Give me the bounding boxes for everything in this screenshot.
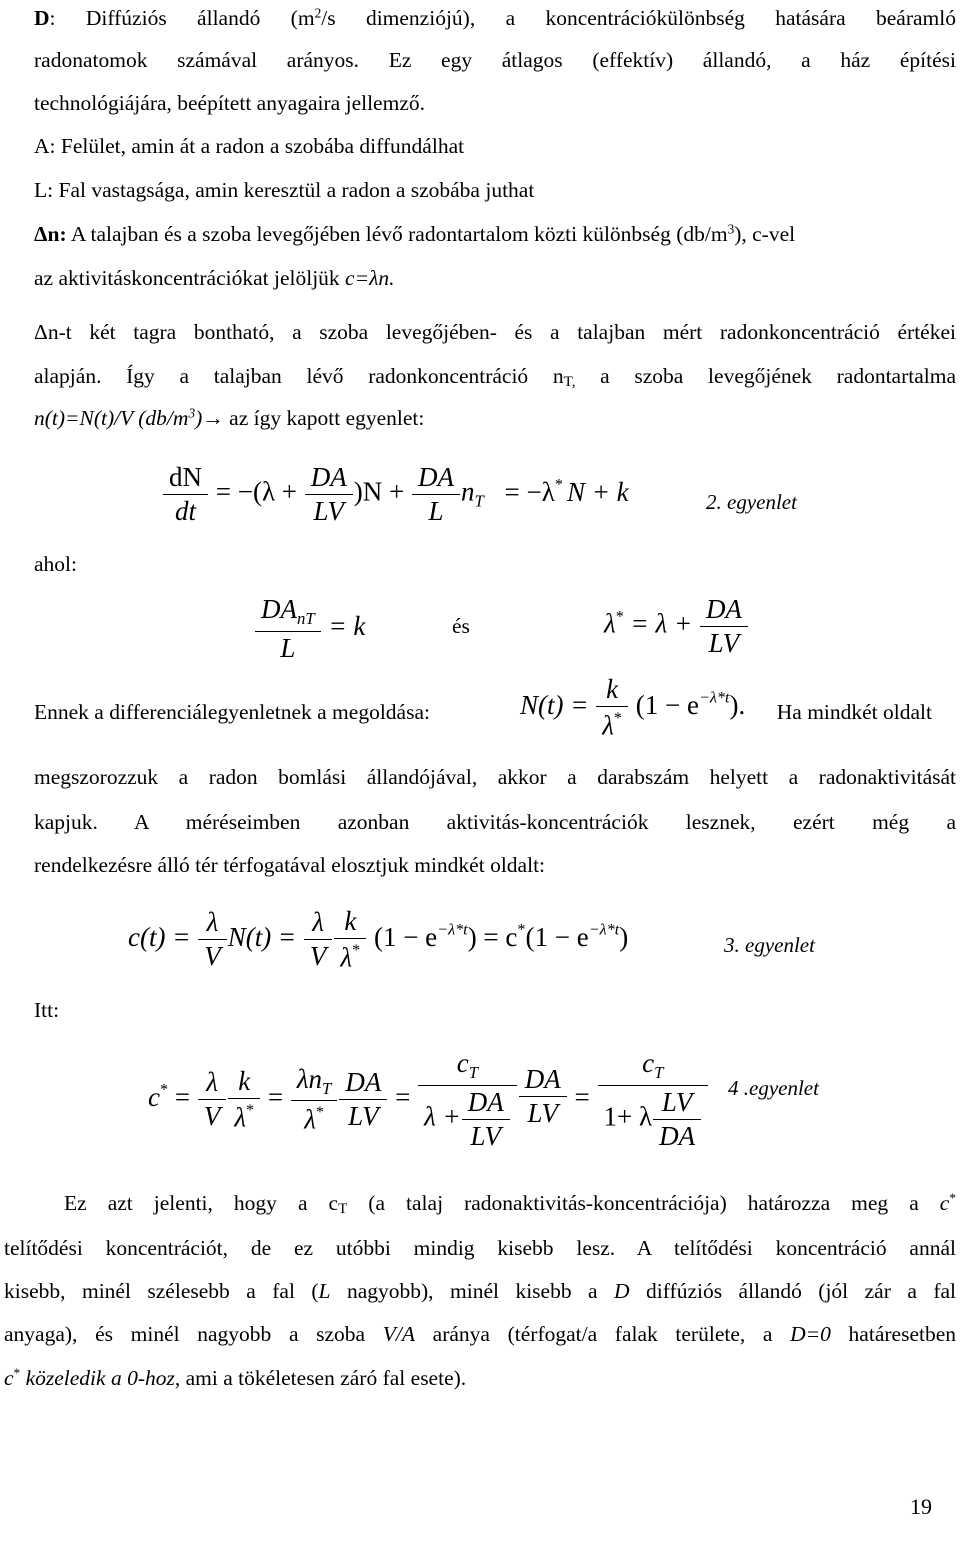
equation-4: c* = $\frac{\lambda}{V}$ $\frac{k}{\lambda^*}$ = $\frac{\lambda n_T}{\lambda^*}$ $\frac{DA}{LV}$ = $c_T$ λ + $\frac{DA}{LV}$ $\frac{DA}{LV}$ = $c_T$ 1+ λ $\frac{LV}{DA}$	[148, 1050, 709, 1150]
paragraph-2-line-3: n(t)=N(t)/V $(db/m^3)\to$ az így kapott egyenlet:	[34, 405, 425, 430]
eq2-derivative: $\frac{dN}{dt}$	[166, 464, 205, 525]
definition-delta-n-line-2: az aktivitáskoncentrációkat jelöljük c=λn.	[34, 266, 395, 290]
equation-2-label: 2. egyenlet	[706, 490, 797, 514]
solution-equation: N(t) = $\frac{k}{\lambda^*}$ $(1 - e^{-\lambda*t})$.	[520, 674, 746, 741]
lambda-star-definition: λ* = λ + $\frac{DA}{LV}$	[604, 596, 749, 657]
paragraph-4-line-3: kisebb, minél szélesebb a fal (L nagyobb), minél kisebb a D diffúziós állandó (jól zár a fal	[4, 1279, 956, 1303]
paragraph-4-line-4: anyaga), és minél nagyobb a szoba V/A aránya (térfogat/a falak területe, a D=0 határesetben	[4, 1322, 956, 1346]
paragraph-2-line-2: alapján. Így a talajban lévő radonkoncentráció $n_{T,}$ a szoba levegőjének radontartalma	[34, 364, 956, 390]
paragraph-4-line-2: telítődési koncentrációt, de ez utóbbi mindig kisebb lesz. A telítődési koncentráció annál	[4, 1236, 956, 1260]
paragraph-3-line-1-text: Ennek a differenciálegyenletnek a megoldása:	[34, 700, 430, 724]
paragraph-3-line-2: megszorozzuk a radon bomlási állandójával, akkor a darabszám helyett a radonaktivitását	[34, 765, 956, 789]
paragraph-4-line-5: c* közeledik a 0-hoz, ami a tökéletesen záró fal esete).	[4, 1365, 467, 1390]
definition-delta-n-line-1: Δn: A talajban és a szoba levegőjében lévő radontartalom közti különbség $(db/m^3)$, c-vel	[34, 221, 796, 246]
ahol-label: ahol:	[34, 552, 77, 576]
definition-d-line-2: radonatomok számával arányos. Ez egy átlagos (effektív) állandó, a ház építési	[34, 48, 956, 72]
definition-d-line-3: technológiájára, beépített anyagaira jellemző.	[34, 91, 425, 115]
equation-2: $\frac{dN}{dt}$ = −(λ + $\frac{DA}{LV}$ )N + $\frac{DA}{L}$ $n_T = -\lambda^*$ N + k	[162, 464, 629, 525]
equation-3-label: 3. egyenlet	[724, 933, 815, 957]
paragraph-3-line-3: kapjuk. A méréseimben azonban aktivitás-koncentrációk lesznek, ezért még a	[34, 810, 956, 834]
paragraph-4-line-1: Ez azt jelenti, hogy a $c_T$ (a talaj radonaktivitás-koncentrációja) határozza meg a c*	[64, 1190, 956, 1217]
term-d: D	[34, 6, 50, 30]
es-connector: és	[452, 614, 470, 638]
k-definition: $\frac{DA_{nT}}{L}$ = k	[254, 596, 365, 662]
definition-d-line-1: D: Diffúziós állandó ($m^2/s$ dimenziójú), a koncentrációkülönbség hatására beáramló	[34, 5, 956, 30]
equation-3: c(t) = $\frac{\lambda}{V}$ N(t) = $\frac{\lambda}{V}$ $\frac{k}{\lambda^*}$ $(1 - e^{-\lambda*t}) = c^*(1 - e^{-\lambda*t})$	[128, 906, 629, 973]
paragraph-2-line-1: Δn-t két tagra bontható, a szoba levegőjében- és a talajban mért radonkoncentráció értékei	[34, 320, 956, 344]
paragraph-3-line-1-end: Ha mindkét oldalt	[776, 700, 932, 724]
equation-4-label: 4 .egyenlet	[728, 1076, 819, 1100]
paragraph-3-line-4: rendelkezésre álló tér térfogatával elosztjuk mindkét oldalt:	[34, 853, 546, 877]
page-number: 19	[910, 1494, 932, 1519]
definition-l: L: Fal vastagsága, amin keresztül a radon a szobába juthat	[34, 178, 535, 202]
definition-a: A: Felület, amin át a radon a szobába diffundálhat	[34, 134, 465, 158]
itt-label: Itt:	[34, 998, 60, 1022]
